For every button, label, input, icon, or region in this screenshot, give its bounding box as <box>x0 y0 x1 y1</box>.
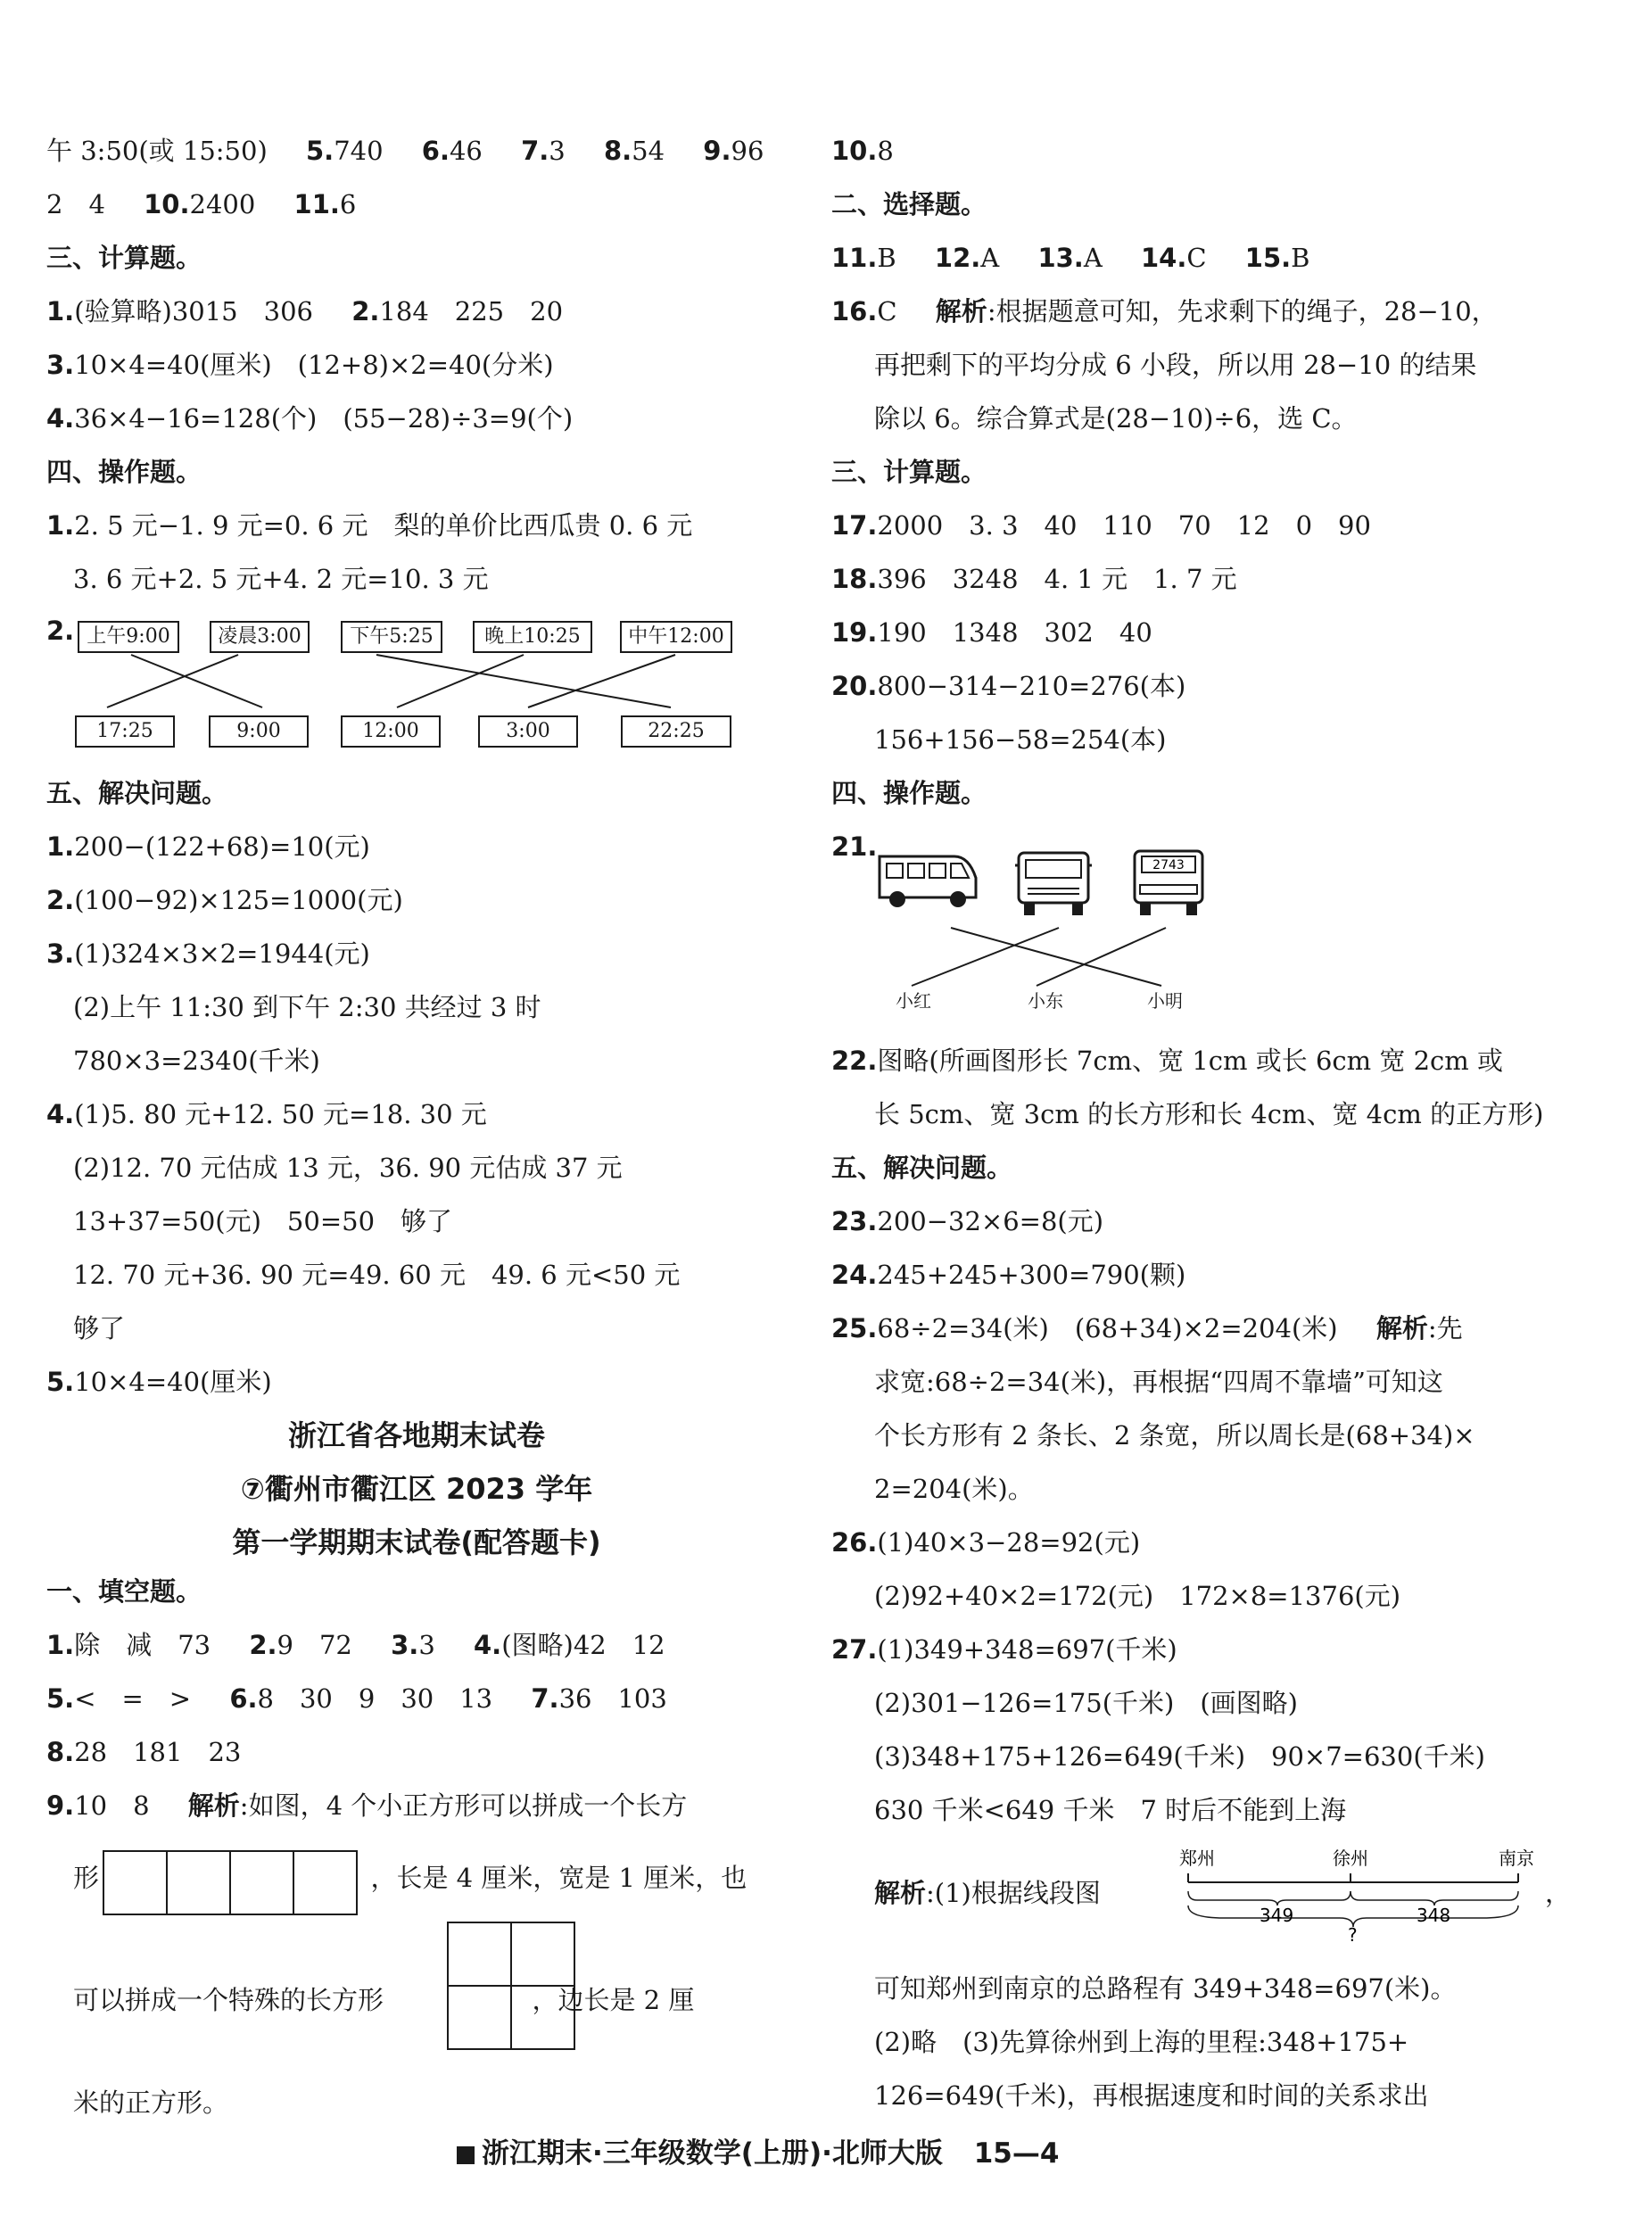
answer-text: 46 <box>449 136 483 166</box>
answer-text: 28 181 23 <box>74 1737 242 1767</box>
item-number: 17. <box>831 510 878 541</box>
section-heading: 五、解决问题。 <box>46 778 228 808</box>
answer-text: :(1)根据线段图 <box>926 1878 1101 1908</box>
time-box-top: 上午9:00 <box>78 621 179 653</box>
time-box-top: 中午12:00 <box>620 621 732 653</box>
item-number: 23. <box>831 1206 878 1236</box>
matching-lines <box>46 125 787 785</box>
item-number: 3. <box>46 350 75 380</box>
item-number: 7. <box>531 1683 559 1714</box>
exam-title: 第一学期期末试卷(配答题卡) <box>232 1525 601 1559</box>
brace <box>1188 1891 1277 1905</box>
answer-line <box>46 880 403 920</box>
answer-line <box>46 1095 487 1134</box>
person-name: 小红 <box>896 990 931 1012</box>
item-number: 4. <box>473 1630 502 1660</box>
item-number: 6. <box>229 1683 258 1714</box>
item-number: 11. <box>293 189 340 219</box>
answer-text: A <box>1083 243 1103 273</box>
answer-line: 可知郑州到南京的总路程有 349+348=697(米)。 <box>874 1973 1457 2004</box>
answer-text: ， <box>1545 1878 1572 1908</box>
answer-line: 156+156−58=254(本) <box>874 724 1167 755</box>
item-number: 13. <box>1037 243 1084 273</box>
footer-title: 浙江期末·三年级数学(上册)·北师大版 <box>482 2137 943 2170</box>
answer-line <box>831 238 1309 277</box>
item-number-line <box>831 827 877 866</box>
unknown-label: ? <box>1348 1924 1358 1946</box>
answer-line <box>831 1202 1103 1241</box>
answer-line <box>46 1679 667 1718</box>
item-number: 25. <box>831 1313 878 1343</box>
item-number: 18. <box>831 564 878 594</box>
answer-line: 米的正方形。 <box>73 2087 229 2118</box>
answer-line <box>831 1523 1140 1562</box>
time-box-bottom: 17:25 <box>75 715 175 748</box>
item-number: 9. <box>46 1790 75 1821</box>
answer-line: 780×3=2340(千米) <box>73 1046 320 1076</box>
bus-plate-number: 2743 <box>1152 858 1185 872</box>
time-box-bottom: 9:00 <box>209 715 309 748</box>
match-line <box>528 655 675 707</box>
item-number: 4. <box>46 403 75 434</box>
time-box-top: 晚上10:25 <box>473 621 592 653</box>
answer-line: (3)348+175+126=649(千米) 90×7=630(千米) <box>874 1741 1485 1772</box>
bus-front-view-icon <box>1015 853 1092 915</box>
answer-text: (1)5. 80 元+12. 50 元=18. 30 元 <box>74 1099 487 1129</box>
answer-text: 96 <box>731 136 764 166</box>
answer-line: 12. 70 元+36. 90 元=49. 60 元 49. 6 元<50 元 <box>73 1260 681 1290</box>
answer-text: 8 <box>877 136 894 166</box>
answer-line: 长 5cm、宽 3cm 的长方形和长 4cm、宽 4cm 的正方形) <box>874 1099 1544 1129</box>
item-number: 27. <box>831 1634 878 1665</box>
answer-text: (1)40×3−28=92(元) <box>877 1527 1141 1558</box>
answer-line: 个长方形有 2 条长、2 条宽，所以周长是(68+34)× <box>874 1420 1475 1451</box>
item-number: 1. <box>46 831 75 862</box>
item-number: 11. <box>831 243 878 273</box>
item-number: 2. <box>249 1630 277 1660</box>
answer-text: :根据题意可知，先求剩下的绳子，28−10， <box>987 296 1498 327</box>
item-number: 9. <box>703 136 731 166</box>
answer-line: 够了 <box>73 1313 126 1343</box>
item-number: 12. <box>934 243 981 273</box>
answer-line: 求宽:68÷2=34(米)，再根据“四周不靠墙”可知这 <box>874 1367 1443 1397</box>
item-number: 6. <box>421 136 450 166</box>
distance-label: 348 <box>1417 1905 1451 1926</box>
answer-line: 再把剩下的平均分成 6 小段，所以用 28−10 的结果 <box>874 350 1477 380</box>
answer-text: 可以拼成一个特殊的长方形 <box>73 1985 384 2015</box>
time-box-bottom: 12:00 <box>341 715 441 748</box>
answer-text: 396 3248 4. 1 元 1. 7 元 <box>877 564 1237 594</box>
section-heading: 五、解决问题。 <box>831 1153 1013 1183</box>
person-name: 小明 <box>1147 990 1183 1012</box>
footer-square-icon <box>457 2146 475 2164</box>
person-name: 小东 <box>1028 990 1063 1012</box>
answer-line: 2=204(米)。 <box>874 1474 1034 1504</box>
answer-text: < = > <box>74 1683 192 1714</box>
analysis-label: 解析 <box>1375 1313 1428 1343</box>
exam-title: 浙江省各地期末试卷 <box>287 1418 545 1452</box>
item-number: 2. <box>46 616 75 646</box>
item-number: 1. <box>46 510 75 541</box>
section-heading: 四、操作题。 <box>46 457 202 487</box>
analysis-label: 解析 <box>874 1878 927 1908</box>
item-number: 14. <box>1141 243 1187 273</box>
answer-text: C <box>877 296 897 327</box>
answer-text: 除 减 73 <box>74 1630 211 1660</box>
brace <box>1277 1891 1351 1905</box>
answer-text: (1)349+348=697(千米) <box>877 1634 1177 1665</box>
answer-text: :如图，4 个小正方形可以拼成一个长方 <box>239 1790 688 1821</box>
item-number: 20. <box>831 671 878 701</box>
answer-text: 6 <box>339 189 357 219</box>
answer-text: 36×4−16=128(个) (55−28)÷3=9(个) <box>74 403 574 434</box>
answer-text: (100−92)×125=1000(元) <box>74 885 403 915</box>
analysis-label: 解析 <box>935 296 987 327</box>
city-label: 南京 <box>1499 1848 1534 1869</box>
answer-text: (图略)42 12 <box>501 1630 665 1660</box>
item-number: 7. <box>521 136 549 166</box>
answer-line <box>831 559 1237 599</box>
item-number: 10. <box>144 189 190 219</box>
answer-line: (2)92+40×2=172(元) 172×8=1376(元) <box>874 1581 1401 1611</box>
answer-line <box>831 1255 1185 1294</box>
answer-line <box>831 131 894 170</box>
answer-text: 184 225 20 <box>379 296 564 327</box>
answer-text: ，边长是 2 厘 <box>532 1985 695 2015</box>
answer-text: 10×4=40(厘米) <box>74 1367 272 1397</box>
section-heading: 一、填空题。 <box>46 1576 202 1607</box>
page-number: 15—4 <box>973 2137 1060 2170</box>
item-number: 8. <box>46 1737 75 1767</box>
answer-line: 3. 6 元+2. 5 元+4. 2 元=10. 3 元 <box>73 564 489 594</box>
answer-text: 形 <box>73 1863 100 1893</box>
item-number: 2. <box>46 885 75 915</box>
time-box-top: 下午5:25 <box>341 621 442 653</box>
answer-line: (2)301−126=175(千米) (画图略) <box>874 1688 1298 1718</box>
answer-line <box>831 292 1498 331</box>
answer-line <box>73 1980 694 2020</box>
vehicle-view-matching-figure <box>876 839 1251 1008</box>
section-heading: 四、操作题。 <box>831 778 987 808</box>
answer-text: 3 <box>418 1630 435 1660</box>
answer-text: 68÷2=34(米) (68+34)×2=204(米) <box>877 1313 1338 1343</box>
answer-line <box>831 1309 1463 1348</box>
answer-text: 54 <box>632 136 665 166</box>
answer-line: 126=649(千米)，再根据速度和时间的关系求出 <box>874 2080 1429 2111</box>
answer-text: 190 1348 302 40 <box>877 617 1152 648</box>
item-number: 10. <box>831 136 878 166</box>
answer-line: 除以 6。综合算式是(28−10)÷6，选 C。 <box>874 403 1358 434</box>
answer-text: ，长是 4 厘米，宽是 1 厘米，也 <box>370 1863 748 1893</box>
item-number: 2. <box>351 296 380 327</box>
answer-line: (2)上午 11:30 到下午 2:30 共经过 3 时 <box>73 992 541 1022</box>
item-number: 1. <box>46 296 75 327</box>
answer-line: 630 千米<649 千米 7 时后不能到上海 <box>874 1795 1347 1825</box>
brace <box>1351 1891 1434 1905</box>
answer-line <box>46 934 370 973</box>
city-label: 郑州 <box>1179 1848 1215 1869</box>
section-heading: 三、计算题。 <box>46 243 202 273</box>
distance-label: 349 <box>1260 1905 1294 1926</box>
answer-text: C <box>1186 243 1207 273</box>
answer-line <box>46 1732 241 1772</box>
answer-text: 2. 5 元−1. 9 元=0. 6 元 梨的单价比西瓜贵 0. 6 元 <box>74 510 693 541</box>
answer-text: A <box>980 243 1000 273</box>
match-line <box>131 655 262 707</box>
answer-text: 10×4=40(厘米) (12+8)×2=40(分米) <box>74 350 554 380</box>
answer-line <box>831 506 1371 545</box>
item-number: 3. <box>391 1630 419 1660</box>
answer-text: 3 <box>549 136 566 166</box>
item-number: 4. <box>46 1099 75 1129</box>
answer-text: 2400 <box>189 189 256 219</box>
match-line <box>376 655 671 707</box>
match-line <box>107 655 238 707</box>
answer-line: (2)12. 70 元估成 13 元，36. 90 元估成 37 元 <box>73 1153 623 1183</box>
item-number: 24. <box>831 1260 878 1290</box>
answer-text: 36 103 <box>558 1683 667 1714</box>
section-heading: 三、计算题。 <box>831 457 987 487</box>
answer-text: 200−32×6=8(元) <box>877 1206 1104 1236</box>
answer-text: 8 30 9 30 13 <box>257 1683 493 1714</box>
exam-title: ⑦衢州市衢江区 2023 学年 <box>240 1472 593 1506</box>
answer-text: 740 <box>334 136 384 166</box>
item-number: 5. <box>305 136 335 166</box>
item-number: 26. <box>831 1527 878 1558</box>
answer-line: 13+37=50(元) 50=50 够了 <box>73 1206 453 1236</box>
answer-text: 图略(所画图形长 7cm、宽 1cm 或长 6cm 宽 2cm 或 <box>877 1046 1503 1076</box>
answer-line <box>46 1786 687 1825</box>
answer-line <box>46 1362 272 1401</box>
item-number: 5. <box>46 1367 75 1397</box>
answer-text: 2 4 <box>46 189 105 219</box>
answer-text: (1)324×3×2=1944(元) <box>74 938 370 969</box>
answer-line <box>46 1625 665 1665</box>
answer-text: :先 <box>1427 1313 1463 1343</box>
answer-line <box>831 613 1152 652</box>
analysis-label: 解析 <box>187 1790 240 1821</box>
item-number: 5. <box>46 1683 75 1714</box>
answer-line: (2)略 (3)先算徐州到上海的里程:348+175+ <box>874 2027 1409 2057</box>
answer-text: B <box>1291 243 1310 273</box>
four-squares-rectangle-figure <box>102 1849 369 1921</box>
answer-text: (验算略)3015 306 <box>74 296 313 327</box>
answer-text: 2000 3. 3 40 110 70 12 0 90 <box>877 510 1371 541</box>
item-number: 22. <box>831 1046 878 1076</box>
item-number: 3. <box>46 938 75 969</box>
item-number: 8. <box>603 136 632 166</box>
item-number: 1. <box>46 1630 75 1660</box>
route-segment-diagram <box>1170 1847 1545 1945</box>
square-figure <box>446 1921 580 2054</box>
answer-line <box>874 1873 1101 1913</box>
answer-line <box>831 1630 1177 1669</box>
item-number: 15. <box>1244 243 1292 273</box>
bus-side-view-icon <box>880 856 976 907</box>
answer-text: 200−(122+68)=10(元) <box>74 831 370 862</box>
page-footer <box>457 2130 1059 2170</box>
section-heading: 二、选择题。 <box>831 189 987 219</box>
answer-text: 9 72 <box>277 1630 352 1660</box>
answer-line <box>831 1041 1503 1080</box>
answer-text: 245+245+300=790(颗) <box>877 1260 1186 1290</box>
answer-line <box>46 827 370 866</box>
item-number: 16. <box>831 296 878 327</box>
city-label: 徐州 <box>1333 1848 1368 1869</box>
item-number: 21. <box>831 831 878 862</box>
item-number: 19. <box>831 617 878 648</box>
time-box-bottom: 22:25 <box>621 715 731 748</box>
answer-line <box>831 666 1185 706</box>
answer-text: 10 8 <box>74 1790 150 1821</box>
answer-text: 800−314−210=276(本) <box>877 671 1186 701</box>
answer-text: 午 3:50(或 15:50) <box>46 136 268 166</box>
time-box-bottom: 3:00 <box>478 715 578 748</box>
answer-text: B <box>877 243 896 273</box>
time-box-top: 凌晨3:00 <box>210 621 310 653</box>
brace <box>1434 1891 1518 1905</box>
